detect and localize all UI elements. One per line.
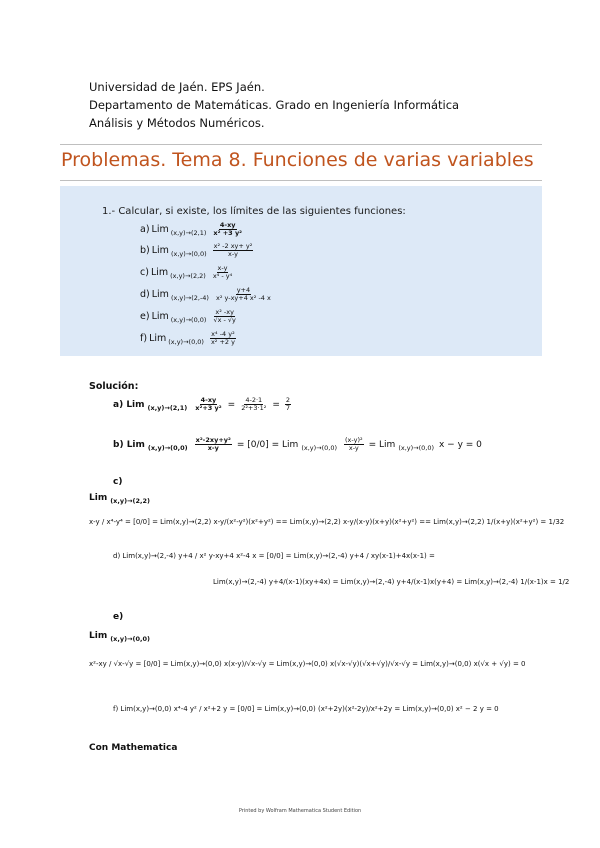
denominator: x² +3 y² xyxy=(213,229,243,237)
lim-operator: Lim xyxy=(151,289,169,300)
fraction xyxy=(213,243,254,258)
fraction xyxy=(212,222,243,237)
lim-subscript: (x,y)→(0,0) xyxy=(110,635,150,643)
item-label: f) xyxy=(140,333,148,344)
fraction xyxy=(344,437,364,452)
denominator: x-y xyxy=(348,444,359,452)
solution-a xyxy=(113,397,293,412)
numerator: x-y xyxy=(217,264,228,272)
lim-operator: Lim xyxy=(151,311,169,322)
lim-subscript: (x,y)→(2,-4) xyxy=(170,293,209,302)
item-label: e) xyxy=(140,311,150,322)
denominator: x-y xyxy=(228,250,238,258)
numerator: x⁴ -4 y² xyxy=(211,330,235,338)
text: x − y = 0 xyxy=(439,439,482,450)
equals: = xyxy=(272,399,280,410)
text: = [0/0] = Lim xyxy=(236,439,299,450)
question-text: 1.- Calcular, si existe, los límites de las siguientes funciones: xyxy=(102,206,406,217)
equals: = xyxy=(227,399,236,410)
lim-operator: Lim xyxy=(89,631,108,641)
question-item-b xyxy=(140,243,255,258)
fraction xyxy=(285,397,291,412)
solution-c-label: c) xyxy=(113,477,123,487)
item-label: a) xyxy=(140,224,150,235)
fraction xyxy=(212,309,236,324)
fraction xyxy=(195,437,232,452)
numerator: 4-2·1 xyxy=(245,396,263,404)
lim-subscript: (x,y)→(0,0) xyxy=(168,337,204,346)
solution-d-line2: Lim(x,y)→(2,-4) y+4/(x-1)(xy+4x) = Lim(x,y)→(2,-4) y+4/(x-1)x(y+4) = Lim(x,y)→(2,-4) 1/(x-1)x = 1/2 xyxy=(213,578,570,586)
numerator: x² -2 xy+ y² xyxy=(213,242,253,250)
solution-b xyxy=(113,437,482,452)
question-item-f xyxy=(140,331,238,346)
solution-f-line: f) Lim(x,y)→(0,0) x⁴-4 y² / x²+2 y = [0/0] = Lim(x,y)→(0,0) (x²+2y)(x²-2y)/x²+2y = Lim(x,y)→(0,0) x² − 2 y = 0 xyxy=(113,705,499,713)
solution-a-lim: a) Lim xyxy=(113,399,145,410)
fraction xyxy=(194,397,222,412)
header-line-course: Análisis y Métodos Numéricos. xyxy=(89,116,265,130)
denominator: x²+3 y² xyxy=(195,404,222,412)
lim-operator: Lim xyxy=(151,224,169,235)
solution-d-line1: d) Lim(x,y)→(2,-4) y+4 / x² y-xy+4 x²-4 x = [0/0] = Lim(x,y)→(2,-4) y+4 / xy(x-1)+4x(x-1) = xyxy=(113,552,435,560)
fraction xyxy=(212,265,233,280)
title-divider xyxy=(60,180,542,181)
lim-operator: Lim xyxy=(89,493,108,503)
page-title: Problemas. Tema 8. Funciones de varias variables xyxy=(61,149,534,171)
solution-e-line: x²-xy / √x-√y = [0/0] = Lim(x,y)→(0,0) x(x-y)/√x-√y = Lim(x,y)→(0,0) x(√x-√y)(√x+√y)/√x-√y = Lim(x,y)→(0,0) x(√x + √y) = 0 xyxy=(89,660,526,668)
lim-subscript: (x,y)→(2,2) xyxy=(170,271,206,280)
solution-b-lim: b) Lim xyxy=(113,439,145,450)
lim-subscript: (x,y)→(0,0) xyxy=(170,249,207,258)
fraction xyxy=(215,287,272,302)
fraction xyxy=(240,397,267,412)
lim-subscript: (x,y)→(2,1) xyxy=(170,228,207,237)
item-label: c) xyxy=(140,267,149,278)
question-item-a xyxy=(140,222,245,237)
header-line-university: Universidad de Jaén. EPS Jaén. xyxy=(89,80,265,94)
footer-note: Printed by Wolfram Mathematica Student Edition xyxy=(238,808,362,814)
fraction xyxy=(210,331,236,346)
denominator: x² +2 y xyxy=(210,338,235,346)
numerator: x² -xy xyxy=(215,308,234,316)
solution-c-lim xyxy=(89,493,152,503)
numerator: x²-2xy+y² xyxy=(195,436,231,444)
denominator: x² y-xy+4 x² -4 x xyxy=(215,294,271,302)
question-item-e xyxy=(140,309,239,324)
denominator: 2²+3·1² xyxy=(241,404,267,412)
denominator: x⁴ - y⁴ xyxy=(212,272,233,280)
numerator: 2 xyxy=(285,396,291,404)
lim-subscript: (x,y)→(0,0) xyxy=(147,443,188,452)
numerator: (x-y)² xyxy=(345,436,363,444)
question-item-d xyxy=(140,287,274,302)
header-block xyxy=(89,78,459,132)
solution-heading: Solución: xyxy=(89,381,139,392)
numerator: 4-xy xyxy=(219,221,236,229)
denominator: √x - √y xyxy=(213,316,236,324)
mathematica-heading: Con Mathematica xyxy=(89,743,178,753)
lim-subscript: (x,y)→(2,2) xyxy=(110,497,150,505)
lim-subscript: (x,y)→(0,0) xyxy=(301,443,338,452)
item-label: b) xyxy=(140,245,150,256)
lim-subscript: (x,y)→(2,1) xyxy=(147,403,188,412)
lim-operator: Lim xyxy=(149,333,167,344)
top-divider xyxy=(60,144,542,145)
header-line-department: Departamento de Matemáticas. Grado en Ingeniería Informática xyxy=(89,98,460,112)
text: = Lim xyxy=(368,439,396,450)
numerator: y+4 xyxy=(236,286,251,294)
numerator: 4-xy xyxy=(200,396,217,404)
solution-e-lim xyxy=(89,631,152,641)
lim-subscript: (x,y)→(0,0) xyxy=(398,443,434,452)
denominator: 7 xyxy=(285,404,291,412)
lim-operator: Lim xyxy=(150,267,169,278)
lim-subscript: (x,y)→(0,0) xyxy=(170,315,207,324)
solution-c-line: x-y / x⁴-y⁴ = [0/0] = Lim(x,y)→(2,2) x-y/(x²-y²)(x²+y²) == Lim(x,y)→(2,2) x-y/(x-y)(x+y)(x²+y²) == Lim(x,y)→(2,2) 1/(x+y)(x²+y²) = 1/32 xyxy=(89,518,565,526)
lim-operator: Lim xyxy=(151,245,169,256)
solution-e-label: e) xyxy=(113,612,124,622)
question-item-c xyxy=(140,265,235,280)
item-label: d) xyxy=(140,289,150,300)
denominator: x-y xyxy=(207,444,219,452)
